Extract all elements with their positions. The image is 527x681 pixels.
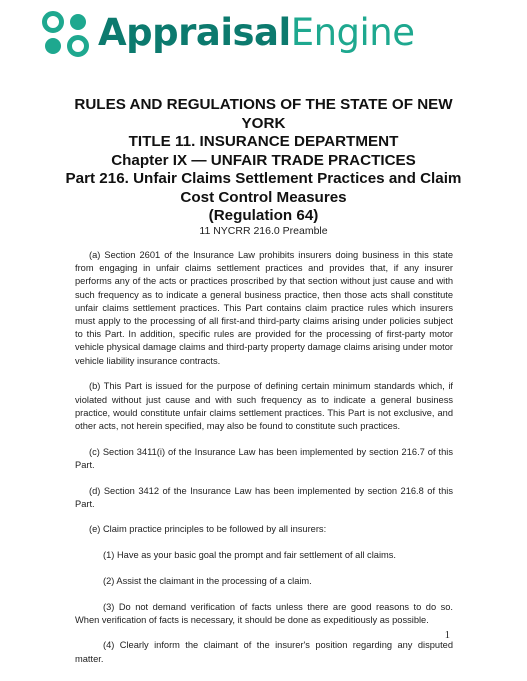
paragraph-d: (d) Section 3412 of the Insurance Law has been implemented by section 216.8 of this Part. xyxy=(75,485,453,509)
title-line: RULES AND REGULATIONS OF THE STATE OF NEW xyxy=(74,96,453,113)
title-line: (Regulation 64) xyxy=(208,207,319,224)
title-line: Chapter IX — UNFAIR TRADE PRACTICES xyxy=(111,151,416,169)
paragraph-b: (b) This Part is issued for the purpose of defining certain minimum standards which, if violated without just cause and with such frequency as to indicate a general business practice, would constitute unfair claims settlement practices. This Part is not exclusive, and other acts, not herein specified, may also be found to constitute such practices. xyxy=(75,381,453,431)
paragraph-e: (e) Claim practice principles to be followed by all insurers: xyxy=(89,524,327,535)
logo-wordmark xyxy=(98,9,415,57)
title-line: TITLE 11. INSURANCE DEPARTMENT xyxy=(128,133,399,150)
document-title xyxy=(60,96,467,226)
paragraph-e-4: (4) Clearly inform the claimant of the insurer's position regarding any disputed matter. xyxy=(75,640,453,664)
document-body xyxy=(75,249,453,678)
paragraph-e-2: (2) Assist the claimant in the processing of a claim. xyxy=(103,575,312,586)
appraisal-engine-logo xyxy=(40,6,415,60)
title-line: Part 216. Unfair Claims Settlement Practices and Claim xyxy=(65,170,462,187)
logo-word-engine: Engine xyxy=(290,11,415,54)
paragraph-e-1: (1) Have as your basic goal the prompt and fair settlement of all claims. xyxy=(103,550,396,561)
paragraph-e-3: (3) Do not demand verification of facts unless there are good reasons to do so. When verification of facts is necessary, it should be done as expeditiously as possible. xyxy=(75,601,453,625)
page-number: 1 xyxy=(444,630,450,641)
paragraph-c: (c) Section 3411(i) of the Insurance Law has been implemented by section 216.7 of this Part. xyxy=(75,446,453,470)
title-line: Cost Control Measures xyxy=(180,188,347,206)
logo-circles-icon xyxy=(40,9,90,57)
document-subtitle: 11 NYCRR 216.0 Preamble xyxy=(199,225,328,237)
logo-word-appraisal: Appraisal xyxy=(98,11,291,54)
title-line: YORK xyxy=(241,114,286,132)
paragraph-a: (a) Section 2601 of the Insurance Law prohibits insurers doing business in this state from engaging in unfair claims settlement practices and provides that, if any insurer performs any of the acts or practices proscribed by that section without just cause and with such frequency as to indicate a general business practice, then those acts shall constitute unfair claims settlement practices. This Part contains claim practice rules which insurers must apply to the processing of all first-and third-party claims arising under policies subject to this Part. In addition, specific rules are provided for the processing of first-party motor vehicle physical damage claims and third-party property damage claims arising under motor vehicle liability insurance contracts. xyxy=(75,250,453,366)
